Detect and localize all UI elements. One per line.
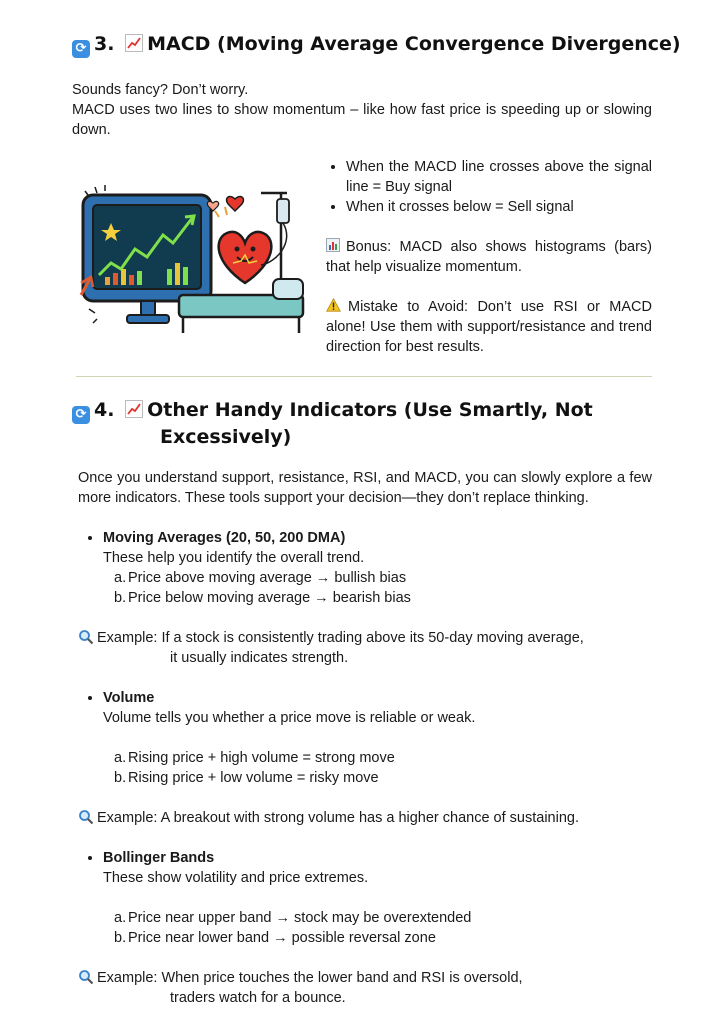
bollinger-desc: These show volatility and price extremes. bbox=[103, 870, 369, 886]
section-divider bbox=[76, 376, 652, 377]
moving-averages-block bbox=[78, 528, 652, 608]
list-item: a. Rising price + high volume = strong move bbox=[114, 750, 395, 766]
list-item: b. Price below moving average → bearish bias bbox=[114, 590, 411, 606]
list-item: b. Rising price + low volume = risky move bbox=[114, 770, 379, 786]
bollinger-example: Example: When price touches the lower band and RSI is oversold, traders watch for a bounce. bbox=[78, 968, 658, 1008]
list-item: a. Price near upper band → stock may be overextended bbox=[114, 910, 472, 926]
macd-heart-monitor-illustration bbox=[75, 183, 307, 335]
sec4-intro: Once you understand support, resistance, RSI, and MACD, you can slowly explore a few more indicators. These tools support your decision—they don’t replace thinking. bbox=[78, 470, 652, 506]
ma-example: Example: If a stock is consistently trading above its 50-day moving average, it usually indicates strength. bbox=[78, 628, 658, 668]
chart-increasing-icon bbox=[125, 400, 143, 418]
volume-desc: Volume tells you whether a price move is reliable or weak. bbox=[103, 710, 476, 726]
mistake-note: Mistake to Avoid: Don’t use RSI or MACD alone! Use them with support/resistance and trend direction for best results. bbox=[326, 299, 652, 355]
chart-increasing-icon bbox=[125, 34, 143, 52]
sec3-right-column bbox=[326, 157, 652, 357]
sec3-intro-line1: Sounds fancy? Don’t worry. bbox=[72, 82, 249, 98]
sec3-intro bbox=[72, 80, 652, 140]
moving-averages-heading: Moving Averages (20, 50, 200 DMA) bbox=[103, 530, 346, 546]
volume-example: Example: A breakout with strong volume has a higher chance of sustaining. bbox=[78, 808, 658, 828]
section-4-heading: ⟳ 4. Other Handy Indicators (Use Smartly, Not bbox=[72, 397, 593, 424]
arrows-cycle-icon: ⟳ bbox=[72, 40, 90, 58]
bollinger-block bbox=[78, 848, 652, 948]
bb-example-line2: traders watch for a bounce. bbox=[170, 990, 346, 1006]
ma-example-line2: it usually indicates strength. bbox=[170, 650, 349, 666]
bonus-note: Bonus: MACD also shows histograms (bars) that help visualize momentum. bbox=[326, 239, 652, 275]
magnifier-icon bbox=[78, 629, 94, 645]
section-4-heading-line2: Excessively) bbox=[160, 426, 292, 448]
list-item: • When the MACD line crosses above the signal line = Buy signal bbox=[346, 157, 652, 197]
magnifier-icon bbox=[78, 809, 94, 825]
volume-heading: Volume bbox=[103, 690, 155, 706]
list-item: • When it crosses below = Sell signal bbox=[346, 197, 652, 217]
bollinger-heading: Bollinger Bands bbox=[103, 850, 215, 866]
magnifier-icon bbox=[78, 969, 94, 985]
volume-block bbox=[78, 688, 652, 788]
list-item: a. Price above moving average → bullish bias bbox=[114, 570, 407, 586]
section-3-heading: ⟳ 3. MACD (Moving Average Convergence Divergence) bbox=[72, 31, 681, 58]
macd-signal-list bbox=[326, 157, 652, 217]
sec3-intro-line2: MACD uses two lines to show momentum – like how fast price is speeding up or slowing down. bbox=[72, 102, 652, 138]
bar-chart-icon bbox=[326, 238, 340, 252]
moving-averages-desc: These help you identify the overall trend. bbox=[103, 550, 365, 566]
list-item: b. Price near lower band → possible reversal zone bbox=[114, 930, 436, 946]
arrows-cycle-icon: ⟳ bbox=[72, 406, 90, 424]
warning-icon bbox=[326, 298, 341, 312]
